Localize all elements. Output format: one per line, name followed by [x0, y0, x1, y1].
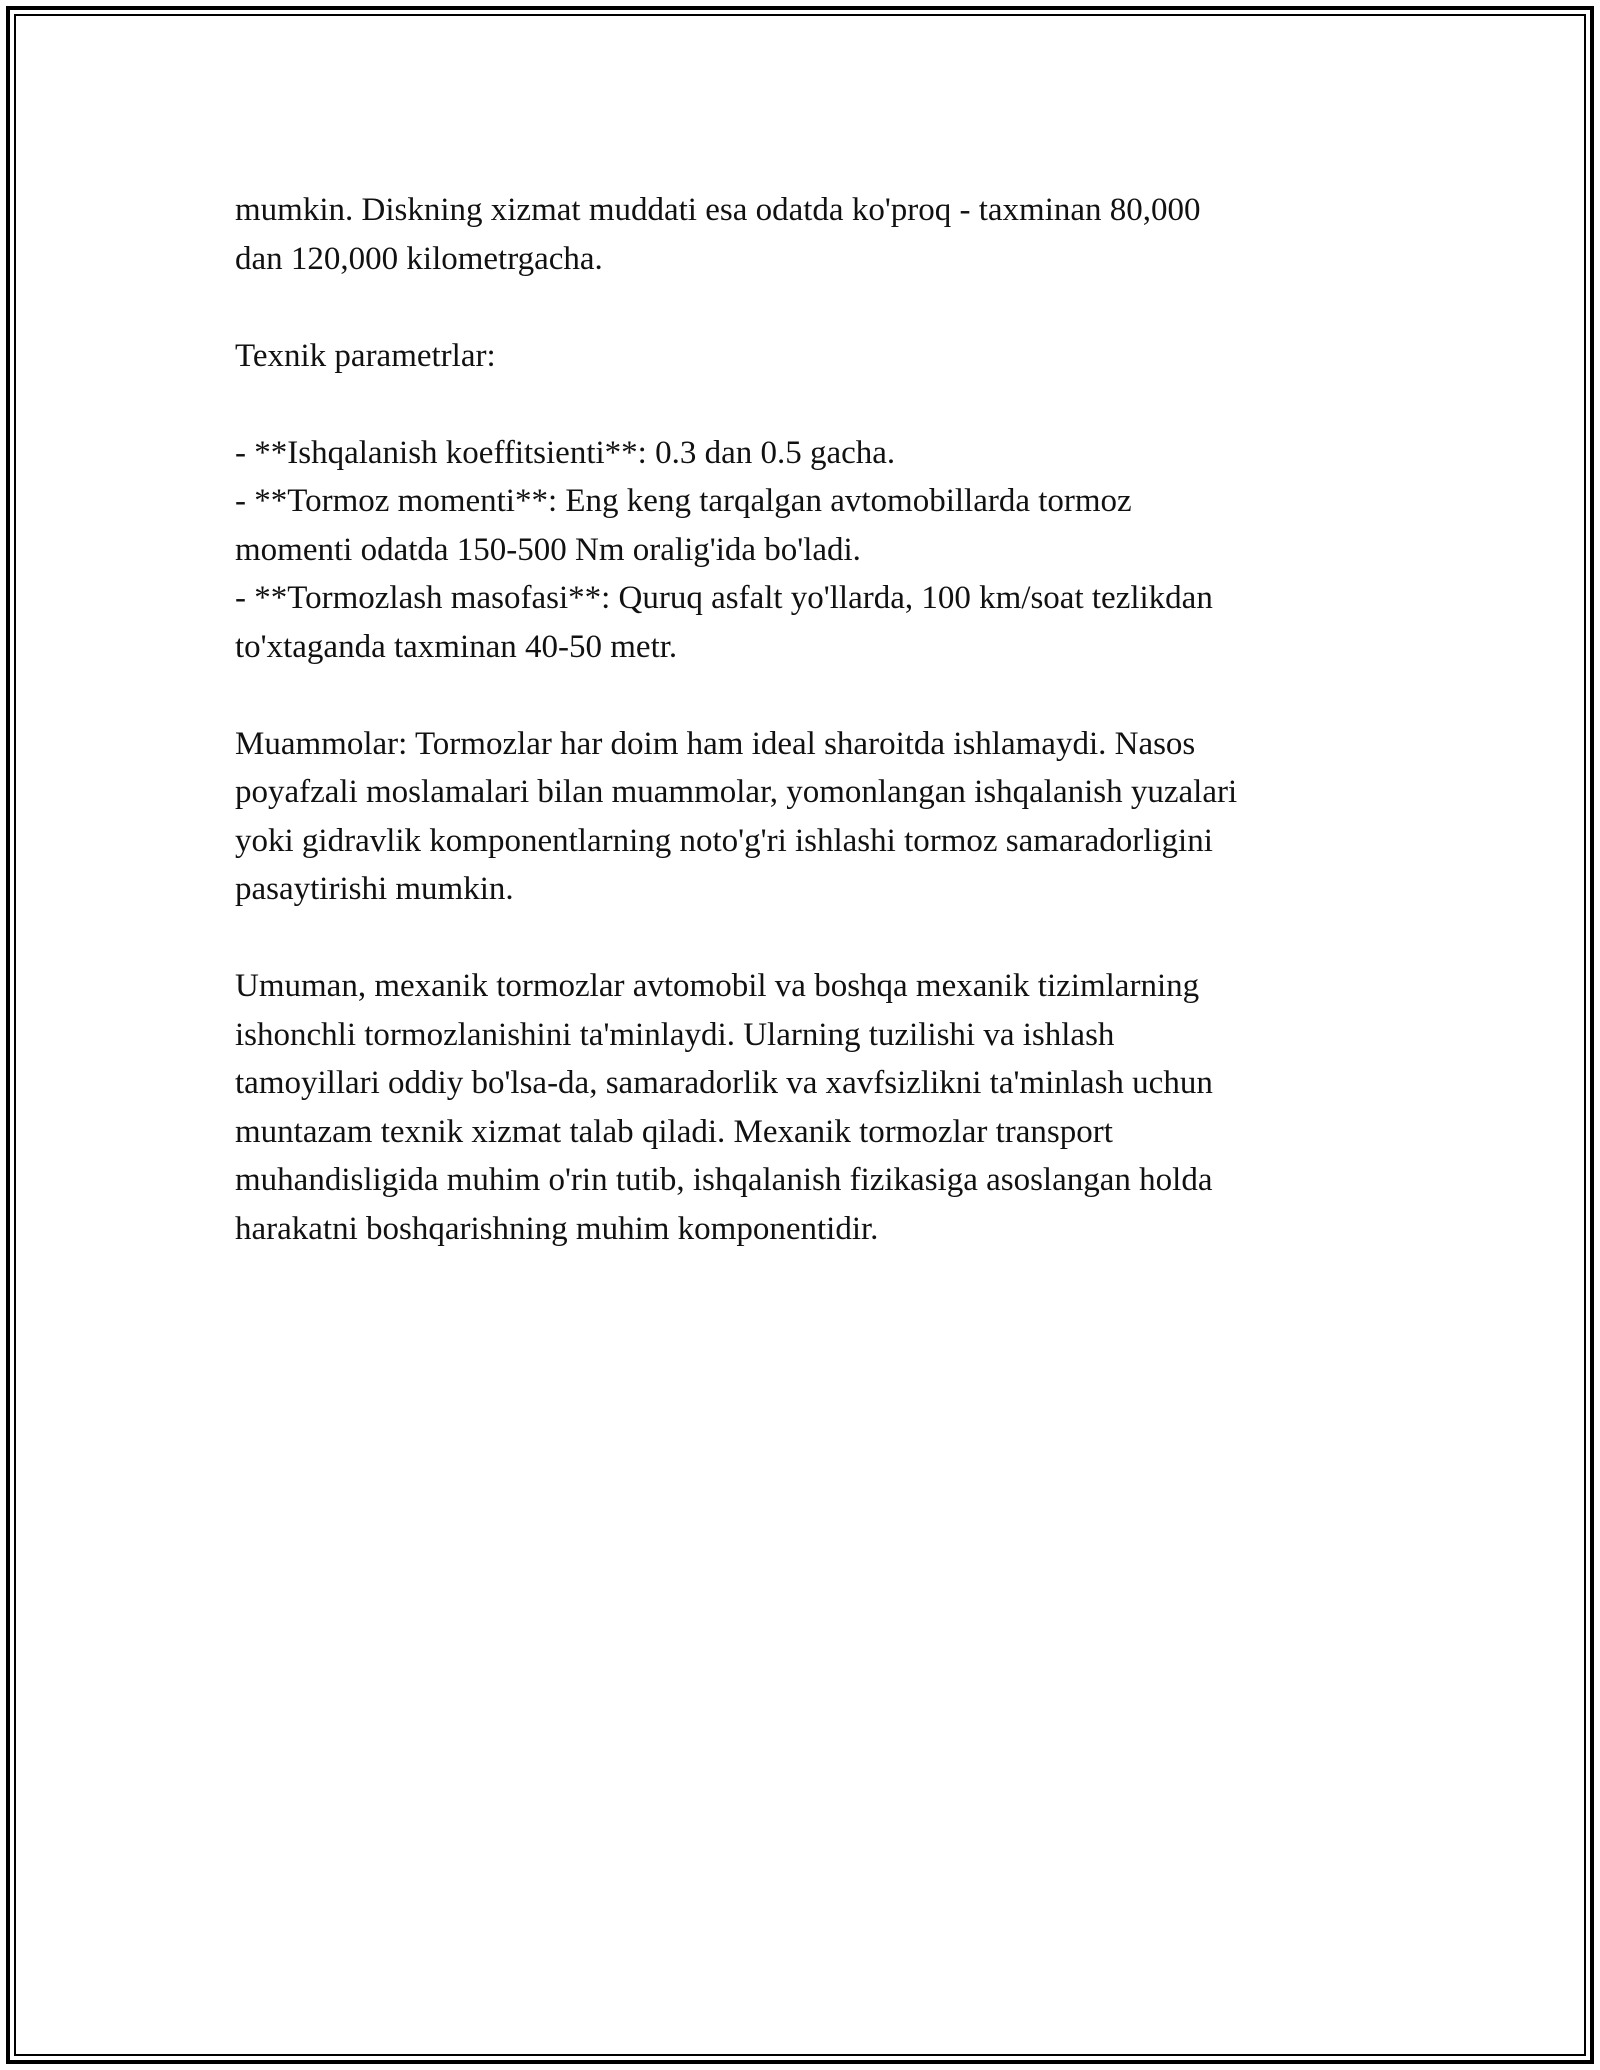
heading-technical-parameters: Texnik parametrlar: — [235, 337, 496, 374]
list-item: - **Tormozlash masofasi**: Quruq asfalt yo'llarda, 100 km/soat tezlikdan to'xtaganda taxminan 40-50 metr. — [235, 580, 1213, 665]
paragraph-conclusion: Umuman, mexanik tormozlar avtomobil va boshqa mexanik tizimlarning ishonchli tormozlanishini ta'minlaydi. Ularning tuzilishi va ishlash tamoyillari oddiy bo'lsa-da, samaradorlik va xavfsizlikni ta'minlash uchun muntazam texnik xizmat talab qiladi. Mexanik tormozlar transport muhandisligida muhim o'rin tutib, ishqalanish fizikasiga asoslangan holda harakatni boshqarishning muhim komponentidir. — [235, 968, 1213, 1247]
list-item: - **Tormoz momenti**: Eng keng tarqalgan avtomobillarda tormoz momenti odatda 150-500 Nm oralig'ida bo'ladi. — [235, 483, 1132, 568]
paragraph-disk-lifespan: mumkin. Diskning xizmat muddati esa odatda ko'proq - taxminan 80,000 dan 120,000 kilometrgacha. — [235, 192, 1201, 277]
document-body — [235, 186, 1365, 1302]
paragraph-problems: Muammolar: Tormozlar har doim ham ideal sharoitda ishlamaydi. Nasos poyafzali moslamalari bilan muammolar, yomonlangan ishqalanish yuzalari yoki gidravlik komponentlarning noto'g'ri ishlashi tormoz samaradorligini pasaytirishi mumkin. — [235, 725, 1238, 907]
list-item: - **Ishqalanish koeffitsienti**: 0.3 dan 0.5 gacha. — [235, 434, 896, 471]
parameter-list — [235, 429, 1365, 672]
